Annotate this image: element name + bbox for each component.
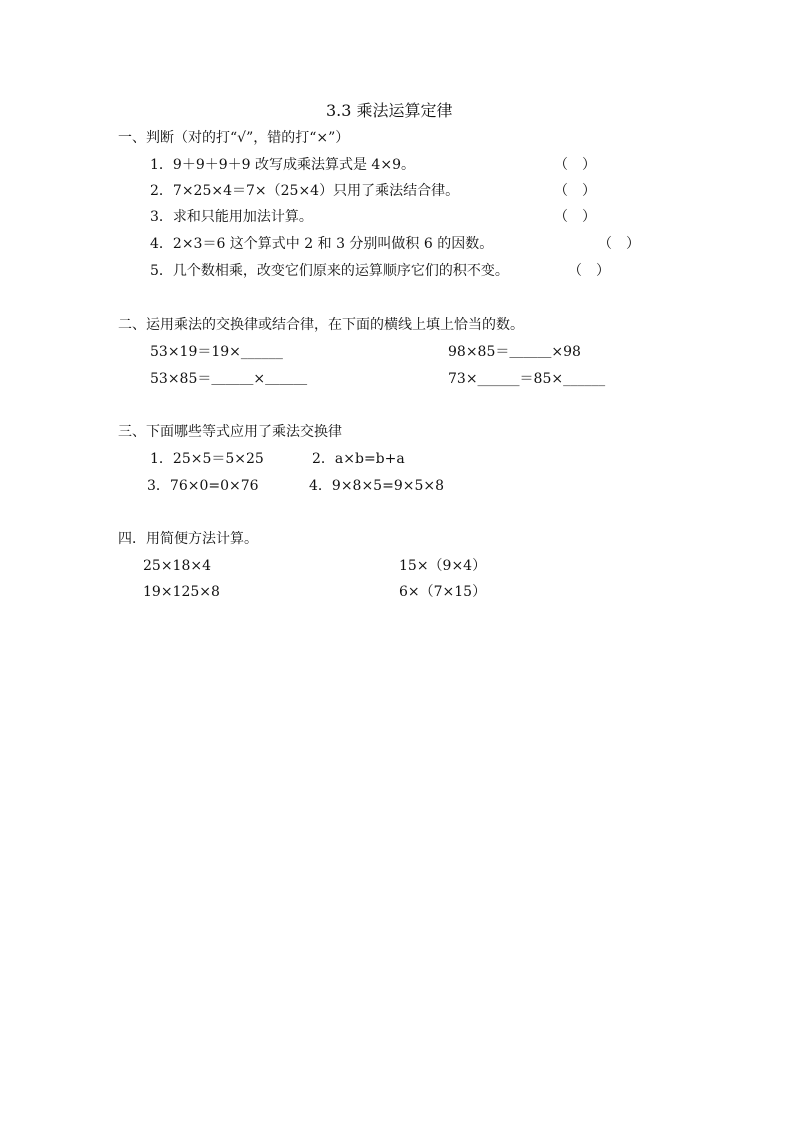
calc-problem-2: 15×（9×4） [399, 558, 487, 574]
page-title: 3.3 乘法运算定律 [326, 101, 453, 120]
equation-2: 2．a×b=b+a [312, 451, 405, 467]
section-1-heading: 一、判断（对的打“√”，错的打“×”） [118, 130, 350, 146]
answer-paren-3: （ ） [554, 209, 596, 225]
answer-paren-5: （ ） [568, 263, 610, 279]
judgement-item-5: 5．几个数相乘，改变它们原来的运算顺序它们的积不变。 [150, 263, 509, 279]
fill-blank-1: 53×19＝19×______ [150, 344, 283, 360]
section-4-heading: 四．用简便方法计算。 [118, 531, 258, 547]
judgement-item-2: 2．7×25×4＝7×（25×4）只用了乘法结合律。 [150, 183, 460, 199]
judgement-item-1: 1．9＋9＋9＋9 改写成乘法算式是 4×9。 [150, 157, 415, 173]
fill-blank-4: 73×______＝85×______ [448, 371, 606, 387]
section-3-heading: 三、下面哪些等式应用了乘法交换律 [118, 424, 342, 440]
fill-blank-3: 53×85＝＿＿＿×＿＿＿ [150, 371, 308, 387]
calc-problem-1: 25×18×4 [143, 558, 211, 574]
judgement-item-4: 4．2×3＝6 这个算式中 2 和 3 分别叫做积 6 的因数。 [150, 236, 494, 252]
section-2-heading: 二、运用乘法的交换律或结合律，在下面的横线上填上恰当的数。 [118, 317, 524, 333]
calc-problem-3: 19×125×8 [143, 584, 220, 600]
equation-3: 3．76×0=0×76 [147, 478, 259, 494]
answer-paren-4: （ ） [598, 236, 640, 252]
answer-paren-2: （ ） [554, 183, 596, 199]
equation-4: 4．9×8×5=9×5×8 [309, 478, 445, 494]
judgement-item-3: 3．求和只能用加法计算。 [150, 209, 313, 225]
fill-blank-2: 98×85＝＿＿＿×98 [448, 344, 581, 360]
calc-problem-4: 6×（7×15） [399, 584, 487, 600]
equation-1: 1．25×5＝5×25 [150, 451, 264, 467]
answer-paren-1: （ ） [554, 157, 596, 173]
